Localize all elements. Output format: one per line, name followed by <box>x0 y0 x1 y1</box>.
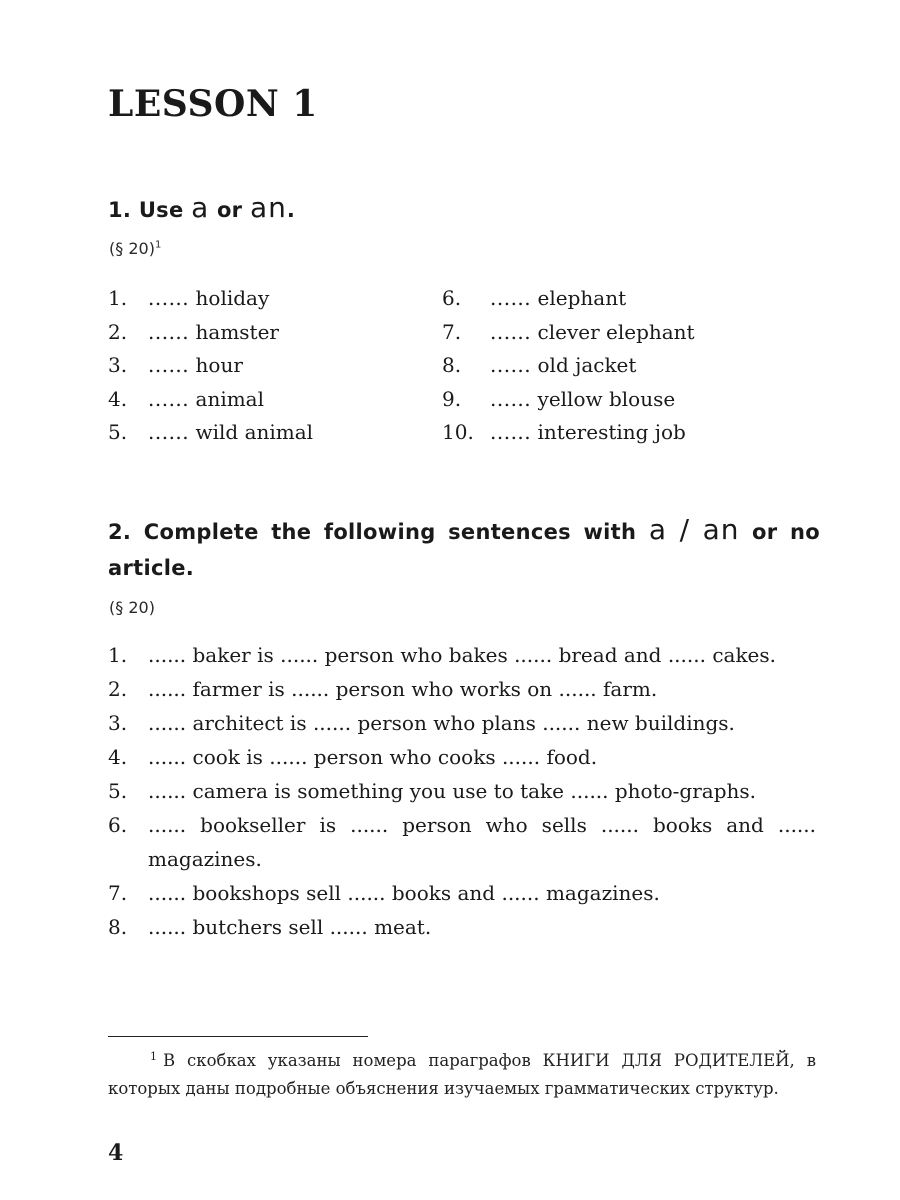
exercise-2-number: 2. <box>108 520 132 544</box>
answer-blank: ...... <box>490 286 532 310</box>
item-number: 5. <box>108 420 128 444</box>
list-item <box>442 416 695 450</box>
answer-blank: ...... <box>490 319 532 344</box>
answer-blank: ...... <box>490 420 532 444</box>
sentence-number: 4. <box>108 745 128 769</box>
article-a: a <box>191 191 210 224</box>
lesson-title: LESSON 1 <box>108 83 318 125</box>
exercise-2-reference: (§ 20) <box>109 598 155 617</box>
item-number: 10. <box>442 420 474 444</box>
sentence-item <box>108 638 816 672</box>
sentence-text: ...... cook is ...... person who cooks ...... food. <box>148 745 598 769</box>
exercise-1-period: . <box>286 198 296 222</box>
answer-blank: ...... <box>148 286 190 310</box>
item-number: 7. <box>442 319 462 344</box>
sentence-text: ...... butchers sell ...... meat. <box>148 915 432 939</box>
item-number: 3. <box>108 353 128 377</box>
exercise-1-list-right <box>442 282 695 450</box>
list-item <box>108 316 313 350</box>
list-item <box>108 349 313 383</box>
exercise-2-sentences <box>108 638 816 944</box>
item-text: hamster <box>195 319 279 344</box>
item-text: holiday <box>195 286 270 310</box>
list-item <box>442 383 695 417</box>
article-an: an <box>702 513 740 546</box>
list-item <box>108 383 313 417</box>
list-item <box>108 282 313 316</box>
footnote-marker: 1 <box>150 1049 157 1063</box>
item-text: yellow blouse <box>537 386 676 411</box>
exercise-2-heading <box>108 512 820 586</box>
slash-separator: / <box>679 513 690 546</box>
article-a: a <box>648 513 667 546</box>
item-number: 2. <box>108 319 128 344</box>
sentence-item <box>108 740 816 774</box>
exercise-1-connector: or <box>216 198 243 222</box>
answer-blank: ...... <box>490 386 532 411</box>
sentence-number: 1. <box>108 643 128 667</box>
footnote-marker: 1 <box>154 239 162 251</box>
exercise-1-heading <box>108 190 295 228</box>
sentence-text: ...... bookseller is ...... person who sells ...... books and ...... magazines. <box>148 813 816 871</box>
item-text: clever elephant <box>537 319 695 344</box>
sentence-text: ...... architect is ...... person who plans ...... new buildings. <box>148 711 735 735</box>
sentence-item <box>108 672 816 706</box>
sentence-number: 8. <box>108 915 128 939</box>
exercise-2-instruction-end: or no article. <box>108 520 820 580</box>
item-text: elephant <box>537 286 627 310</box>
answer-blank: ...... <box>148 420 190 444</box>
sentence-number: 6. <box>108 813 128 837</box>
item-text: old jacket <box>537 353 637 377</box>
footnote-text: В скобках указаны номера параграфов КНИГИ ДЛЯ РОДИТЕЛЕЙ, в которых даны подробные объяснения изучаемых грамматических структур. <box>108 1051 816 1098</box>
item-text: hour <box>195 353 243 377</box>
footnote <box>108 1047 816 1103</box>
item-text: wild animal <box>195 420 314 444</box>
sentence-text: ...... baker is ...... person who bakes ...... bread and ...... cakes. <box>148 643 777 667</box>
reference-text: (§ 20) <box>109 239 155 258</box>
answer-blank: ...... <box>490 353 532 377</box>
exercise-1-list-left <box>108 282 313 450</box>
exercise-2-instruction: Complete the following sentences with <box>143 520 637 544</box>
sentence-item <box>108 808 816 876</box>
sentence-number: 3. <box>108 711 128 735</box>
exercise-1-reference <box>109 239 161 258</box>
item-number: 9. <box>442 386 462 411</box>
exercise-1-number: 1. <box>108 198 132 222</box>
sentence-number: 2. <box>108 677 128 701</box>
item-text: interesting job <box>537 420 686 444</box>
sentence-number: 7. <box>108 881 128 905</box>
sentence-text: ...... bookshops sell ...... books and ...... magazines. <box>148 881 660 905</box>
sentence-item <box>108 876 816 910</box>
list-item <box>442 349 695 383</box>
item-text: animal <box>195 386 265 411</box>
sentence-item <box>108 910 816 944</box>
item-number: 6. <box>442 286 462 310</box>
answer-blank: ...... <box>148 319 190 344</box>
answer-blank: ...... <box>148 353 190 377</box>
sentence-text: ...... farmer is ...... person who works on ...... farm. <box>148 677 658 701</box>
footnote-divider <box>108 1036 368 1037</box>
sentence-text: ...... camera is something you use to take ...... photo-graphs. <box>148 779 757 803</box>
article-an: an <box>249 191 287 224</box>
answer-blank: ...... <box>148 386 190 411</box>
item-number: 8. <box>442 353 462 377</box>
item-number: 4. <box>108 386 128 411</box>
sentence-number: 5. <box>108 779 128 803</box>
list-item <box>108 416 313 450</box>
sentence-item <box>108 706 816 740</box>
exercise-1-instruction: Use <box>138 198 184 222</box>
list-item <box>442 316 695 350</box>
item-number: 1. <box>108 286 128 310</box>
list-item <box>442 282 695 316</box>
sentence-item <box>108 774 816 808</box>
page-number: 4 <box>108 1140 124 1166</box>
